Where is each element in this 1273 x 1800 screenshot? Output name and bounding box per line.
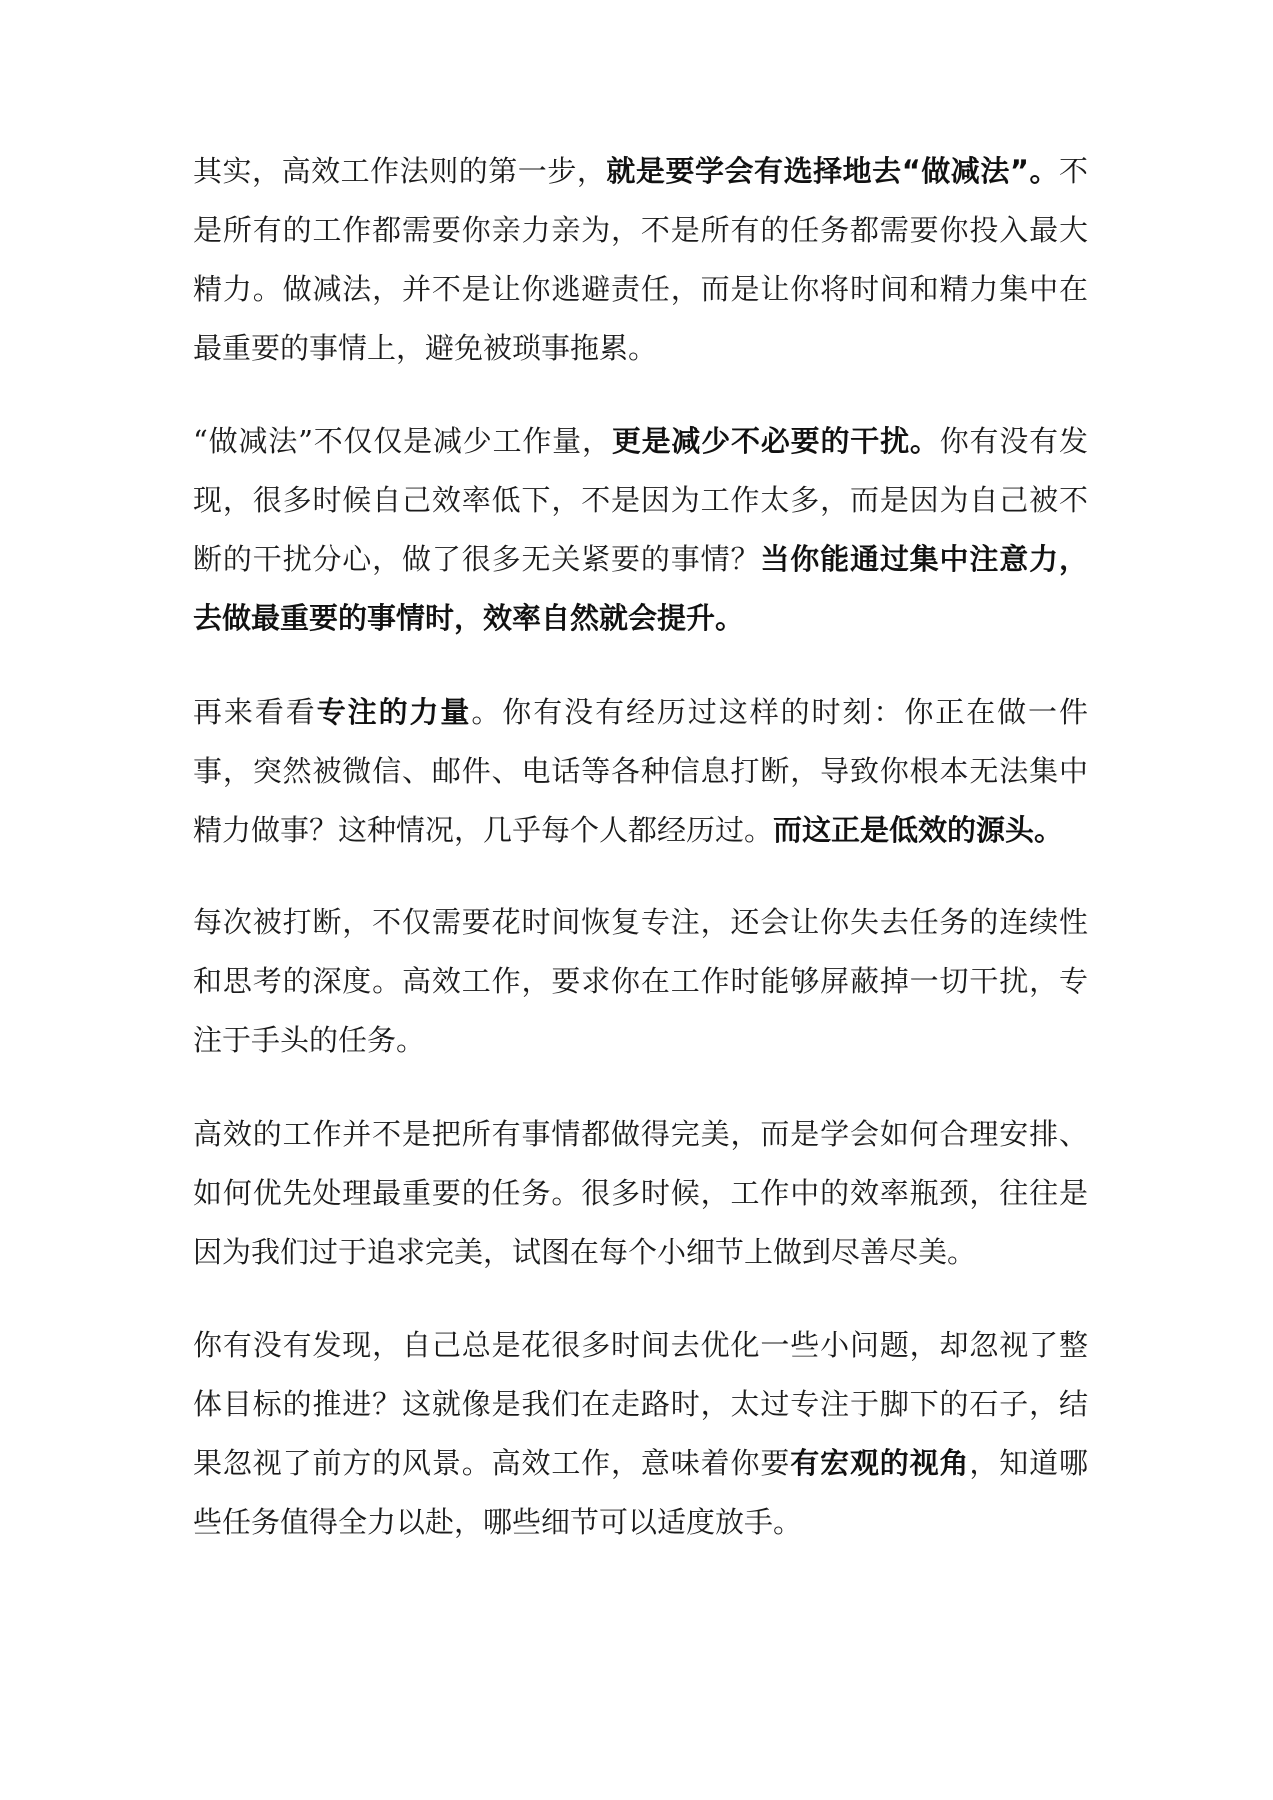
paragraph xyxy=(193,142,1088,378)
paragraph xyxy=(193,1316,1088,1552)
text-run: 其实，高效工作法则的第一步， xyxy=(193,154,607,188)
paragraph xyxy=(193,412,1088,648)
bold-text-run: 有宏观的视角 xyxy=(790,1446,970,1480)
bold-text-run: 而这正是低效的源头。 xyxy=(773,813,1064,847)
text-run: 你有没有发现，很多时候自己效率低下，不是因为工作太多，而是因为自己被不断的干扰分心，做了很多无关紧要的事情？ xyxy=(193,424,1088,576)
paragraph xyxy=(193,1105,1088,1282)
text-run: 高效的工作并不是把所有事情都做得完美，而是学会如何合理安排、如何优先处理最重要的任务。很多时候，工作中的效率瓶颈，往往是因为我们过于追求完美，试图在每个小细节上做到尽善尽美。 xyxy=(193,1117,1088,1269)
text-run: 不是所有的工作都需要你亲力亲为，不是所有的任务都需要你投入最大精力。做减法，并不是让你逃避责任，而是让你将时间和精力集中在最重要的事情上，避免被琐事拖累。 xyxy=(193,154,1088,365)
paragraph xyxy=(193,893,1088,1070)
bold-text-run: 当你能通过集中注意力，去做最重要的事情时，效率自然就会提升。 xyxy=(193,542,1088,635)
text-run: ，知道哪些任务值得全力以赴，哪些细节可以适度放手。 xyxy=(193,1446,1088,1539)
bold-text-run: 更是减少不必要的干扰。 xyxy=(611,424,940,458)
text-run: 你有没有发现，自己总是花很多时间去优化一些小问题，却忽视了整体目标的推进？这就像是我们在走路时，太过专注于脚下的石子，结果忽视了前方的风景。高效工作，意味着你要 xyxy=(193,1328,1088,1480)
text-run: “做减法”不仅仅是减少工作量， xyxy=(193,424,612,458)
article-body xyxy=(193,142,1088,1586)
text-run: 。你有没有经历过这样的时刻：你正在做一件事，突然被微信、邮件、电话等各种信息打断，导致你根本无法集中精力做事？这种情况，几乎每个人都经历过。 xyxy=(193,695,1088,847)
text-run: 再来看看 xyxy=(193,695,317,729)
paragraph xyxy=(193,683,1088,860)
bold-text-run: 专注的力量 xyxy=(316,695,472,729)
bold-text-run: 就是要学会有选择地去“做减法”。 xyxy=(606,154,1059,188)
text-run: 每次被打断，不仅需要花时间恢复专注，还会让你失去任务的连续性和思考的深度。高效工作，要求你在工作时能够屏蔽掉一切干扰，专注于手头的任务。 xyxy=(193,905,1088,1057)
